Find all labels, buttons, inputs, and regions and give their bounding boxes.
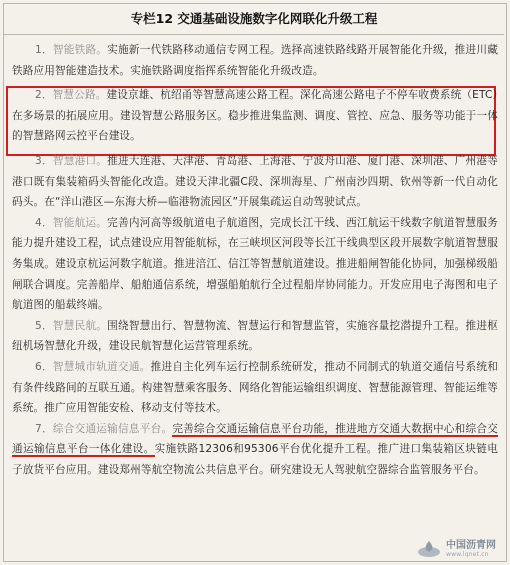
- item-number: 1．: [35, 44, 53, 56]
- watermark-name: 中国沥青网: [446, 540, 496, 551]
- list-item: [12, 151, 498, 213]
- asphalt-drop-logo-icon: [416, 539, 442, 559]
- list-item: [12, 40, 498, 81]
- item-body: 实施铁路12306和95306平台优化提升工程。推广进口集装箱区块链电子放货平台应用。建设郑州等航空物流公共信息平台。研究建设无人驾驶航空器综合监管服务平台。: [12, 443, 499, 476]
- list-item: [12, 357, 498, 419]
- item-number: 4．: [35, 216, 53, 229]
- item-body: 围绕智慧出行、智慧物流、智慧运行和智慧监管，实施容量挖潜提升工程。推进枢纽机场智慧化升级，建设民航智慧化运营管理系统。: [12, 319, 498, 353]
- item-heading: 智慧港口。: [52, 154, 108, 167]
- list-item: [12, 213, 498, 316]
- item-number: 5．: [35, 319, 53, 332]
- item-body: 实施新一代铁路移动通信专网工程。选择高速铁路线路开展智能化升级，推进川藏铁路应用智能建造技术。实施铁路调度指挥系统智能化升级改造。: [12, 44, 498, 77]
- item-heading: 智慧民航。: [52, 319, 108, 332]
- watermark-url: www.lqnet.cn: [446, 551, 489, 558]
- item-number: 2．: [35, 89, 53, 102]
- item-heading: 智慧城市轨道交通。: [52, 360, 151, 373]
- column-title: 专栏12 交通基础设施数字化网联化升级工程: [4, 4, 504, 35]
- item-heading: 智能航运。: [52, 216, 108, 229]
- item-heading: 智慧公路。: [52, 89, 107, 102]
- column-content: [12, 40, 498, 480]
- item-heading: 智能铁路。: [52, 44, 108, 56]
- item-body: 推进自主化列车运行控制系统研发，推动不同制式的轨道交通信号系统和有条件线路间的互联互通。构建智慧乘客服务、网络化智能运输组织调度、智慧能源管理、智能运维等系统。推广应用智能安检、移动支付等技术。: [12, 360, 498, 415]
- item-body: 推进大连港、天津港、青岛港、上海港、宁波舟山港、厦门港、深圳港、广州港等港口既有集装箱码头智能化改造。建设天津北疆C段、深圳海星、广州南沙四期、钦州等新一代自动化码头。在“洋山港区—东海大桥—临港物流园区”开展集疏运自动驾驶试点。: [12, 154, 498, 209]
- list-item: [12, 419, 498, 481]
- list-item: [12, 316, 498, 357]
- item-body: 完善内河高等级航道电子航道图，完成长江干线、西江航运干线数字航道智慧服务能力提升建设工程，试点建设应用智能航标，在三峡坝区河段等长江干线典型区段开展数字航道智慧服务集成。建设京杭运河数字航道。推进涪江、信江等智慧航道建设。推进船闸智能化协同，加强梯级船闸联合调度。完善船岸、船舶通信系统，增强船舶航行全过程船岸协同能力。开发应用电子海图和电子航道图的船载终端。: [12, 216, 498, 312]
- list-item: [12, 85, 498, 147]
- item-number: 6．: [35, 360, 53, 373]
- underlined-highlight: 完善综合交通运输信息平台功能，推进地方交通大数据中心和综合交通运输信息平台一体化建设。: [12, 422, 498, 456]
- item-number: 3．: [35, 154, 53, 167]
- item-heading: 综合交通运输信息平台。: [52, 422, 173, 435]
- watermark: [416, 539, 496, 559]
- item-number: 7．: [35, 422, 53, 435]
- watermark-text-block: [446, 540, 496, 558]
- item-body: 建设京雄、杭绍甬等智慧高速公路工程。深化高速公路电子不停车收费系统（ETC）在多场景的拓展应用。建设智慧公路服务区。稳步推进集监测、调度、管控、应急、服务等功能于一体的智慧路网云控平台建设。: [12, 89, 499, 143]
